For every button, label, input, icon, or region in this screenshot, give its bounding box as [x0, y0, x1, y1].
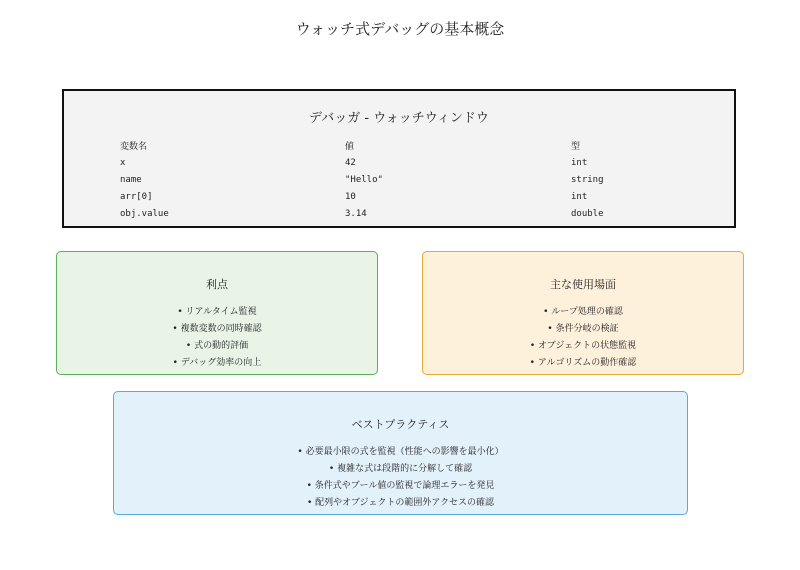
watch-cell-value: "Hello": [345, 174, 383, 185]
header-type: 型: [571, 142, 581, 152]
watch-cell-value: 3.14: [345, 208, 367, 219]
watch-table: [120, 137, 700, 222]
watch-cell-type: int: [571, 191, 588, 202]
watch-row: [120, 171, 700, 188]
watch-cell-type: double: [571, 208, 604, 219]
header-value: 値: [345, 142, 355, 152]
benefits-title: 利点: [206, 278, 228, 291]
benefits-item: • 式の動的評価: [185, 341, 249, 351]
watch-row: [120, 154, 700, 171]
watch-cell-name: x: [120, 157, 126, 168]
watch-cell-name: obj.value: [120, 208, 169, 219]
use-cases-title: 主な使用場面: [550, 278, 616, 291]
best-practices-item: • 配列やオブジェクトの範囲外アクセスの確認: [306, 498, 495, 508]
watch-cell-type: int: [571, 157, 588, 168]
best-practices-card: [113, 391, 688, 515]
header-variable-name: 変数名: [120, 142, 148, 152]
use-cases-item: • アルゴリズムの動作確認: [529, 358, 637, 368]
watch-row: [120, 188, 700, 205]
benefits-item: • デバッグ効率の向上: [172, 358, 262, 368]
watch-cell-name: name: [120, 174, 142, 185]
watch-header-row: [120, 137, 700, 154]
use-cases-item: • オブジェクトの状態監視: [529, 341, 637, 351]
benefits-item: • リアルタイム監視: [177, 307, 257, 317]
watch-window-title: デバッガ - ウォッチウィンドウ: [309, 111, 489, 126]
watch-cell-value: 10: [345, 191, 356, 202]
diagram-title: ウォッチ式デバッグの基本概念: [295, 20, 505, 38]
best-practices-item: • 複雑な式は段階的に分解して確認: [328, 464, 473, 474]
use-cases-card: [422, 251, 744, 375]
best-practices-item: • 必要最小限の式を監視（性能への影響を最小化）: [297, 447, 504, 457]
use-cases-item: • 条件分岐の検証: [547, 324, 619, 334]
watch-cell-type: string: [571, 174, 604, 185]
benefits-item: • 複数変数の同時確認: [172, 324, 262, 334]
watch-window: [62, 89, 736, 228]
benefits-card: [56, 251, 378, 375]
watch-row: [120, 205, 700, 222]
watch-cell-value: 42: [345, 157, 356, 168]
best-practices-title: ベストプラクティス: [351, 418, 450, 431]
watch-cell-name: arr[0]: [120, 191, 153, 202]
use-cases-item: • ループ処理の確認: [543, 307, 623, 317]
best-practices-item: • 条件式やブール値の監視で論理エラーを発見: [306, 481, 495, 491]
